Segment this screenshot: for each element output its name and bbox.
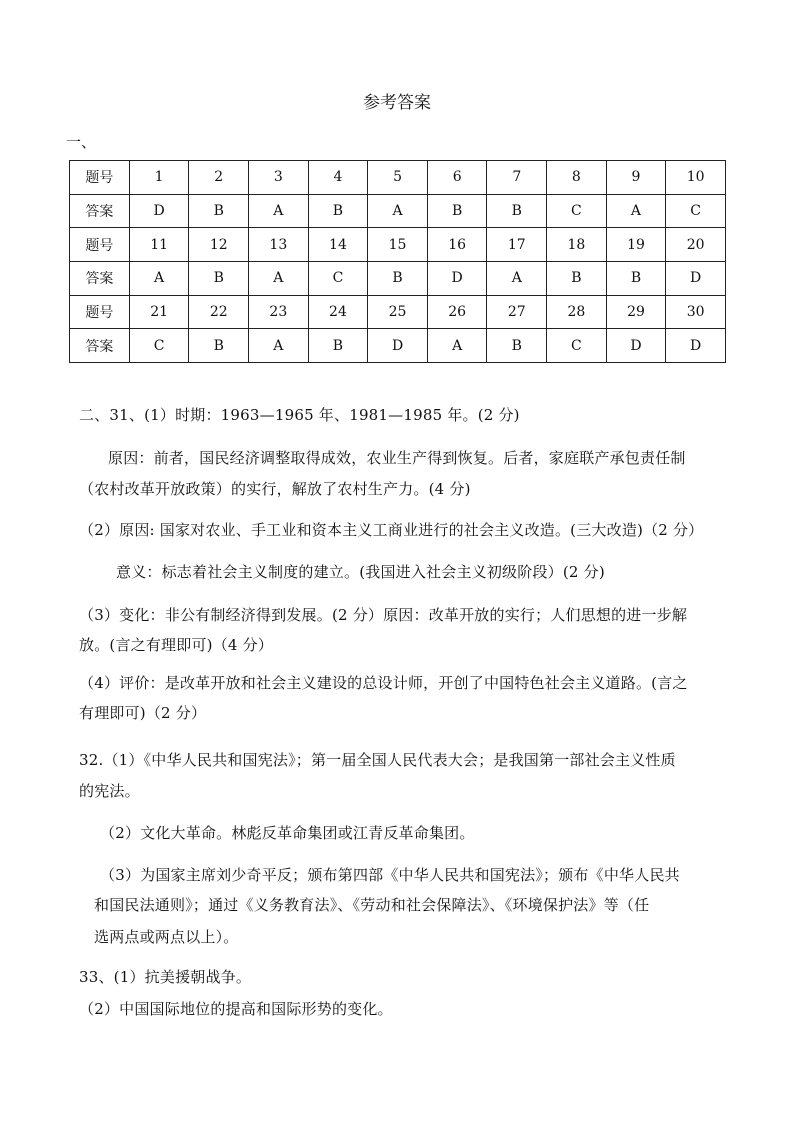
table-cell: 23 [249, 295, 309, 329]
table-cell: 22 [189, 295, 249, 329]
table-cell: 3 [249, 161, 309, 195]
table-cell: 17 [487, 228, 547, 262]
table-cell: 27 [487, 295, 547, 329]
table-cell: 20 [666, 228, 726, 262]
table-cell: B [189, 194, 249, 228]
q31-part4-line1: （4）评价：是改革开放和社会主义建设的总设计师，开创了中国特色社会主义道路。(言之 [79, 674, 688, 692]
table-cell: 19 [606, 228, 666, 262]
q31-part1-reason-line1: 原因：前者，国民经济调整取得成效，农业生产得到恢复。后者，家庭联产承包责任制 [108, 449, 686, 467]
table-cell: A [487, 262, 547, 296]
table-cell: 28 [547, 295, 607, 329]
q31-part3-line1: （3）变化：非公有制经济得到发展。(2 分）原因：改革开放的实行；人们思想的进一步解 [79, 606, 688, 624]
table-cell: B [487, 329, 547, 363]
row-header-cell: 题号 [70, 161, 130, 195]
table-cell: 25 [368, 295, 428, 329]
table-cell: A [368, 194, 428, 228]
table-cell: 2 [189, 161, 249, 195]
q31-part2-reason: （2）原因: 国家对农业、手工业和资本主义工商业进行的社会主义改造。(三大改造)（2 分） [79, 521, 704, 539]
q31-part3-line2: 放。(言之有理即可)（4 分） [79, 636, 274, 654]
row-header-cell: 答案 [70, 329, 130, 363]
table-cell: B [189, 262, 249, 296]
q32-part1-line1: 32.（1）《中华人民共和国宪法》；第一届全国人民代表大会；是我国第一部社会主义性质 [79, 751, 676, 769]
table-cell: 1 [129, 161, 189, 195]
q31-part2-significance: 意义：标志着社会主义制度的建立。(我国进入社会主义初级阶段）(2 分) [116, 563, 605, 581]
q31-part1-reason-line2: （农村改革开放政策）的实行，解放了农村生产力。(4 分) [79, 480, 471, 498]
section-one-label: 一、 [66, 133, 97, 151]
q32-part3-line1: （3）为国家主席刘少奇平反；颁布第四部《中华人民共和国宪法》；颁布《中华人民共 [100, 866, 680, 884]
table-cell: D [427, 262, 487, 296]
q33-part1: 33、(1）抗美援朝战争。 [79, 968, 252, 986]
table-cell: 21 [129, 295, 189, 329]
q31-part1-period: 二、31、(1）时期：1963—1965 年、1981—1985 年。(2 分) [79, 406, 520, 424]
table-cell: C [547, 194, 607, 228]
answer-table [69, 160, 726, 363]
q32-part1-line2: 的宪法。 [79, 782, 140, 800]
table-cell: 9 [606, 161, 666, 195]
table-cell: B [487, 194, 547, 228]
table-cell: 16 [427, 228, 487, 262]
table-cell: C [308, 262, 368, 296]
table-cell: A [249, 262, 309, 296]
table-cell: C [666, 194, 726, 228]
table-cell: 7 [487, 161, 547, 195]
table-cell: B [189, 329, 249, 363]
table-cell: A [249, 194, 309, 228]
table-row [70, 295, 726, 329]
table-cell: B [427, 194, 487, 228]
table-cell: 4 [308, 161, 368, 195]
q32-part3-line3: 选两点或两点以上）。 [94, 928, 239, 946]
table-cell: D [368, 329, 428, 363]
table-cell: A [606, 194, 666, 228]
table-cell: 18 [547, 228, 607, 262]
table-cell: 24 [308, 295, 368, 329]
table-cell: D [129, 194, 189, 228]
table-row [70, 161, 726, 195]
table-cell: A [249, 329, 309, 363]
table-cell: 15 [368, 228, 428, 262]
table-cell: C [547, 329, 607, 363]
table-cell: 26 [427, 295, 487, 329]
table-row [70, 329, 726, 363]
row-header-cell: 题号 [70, 295, 130, 329]
row-header-cell: 答案 [70, 262, 130, 296]
table-cell: 14 [308, 228, 368, 262]
table-cell: D [666, 329, 726, 363]
q32-part3-line2: 和国民法通则》；通过《义务教育法》、《劳动和社会保障法》、《环境保护法》等（任 [94, 896, 650, 914]
table-row [70, 262, 726, 296]
table-cell: D [606, 329, 666, 363]
table-cell: 5 [368, 161, 428, 195]
table-cell: A [427, 329, 487, 363]
table-cell: 30 [666, 295, 726, 329]
q32-part2: （2）文化大革命。林彪反革命集团或江青反革命集团。 [100, 824, 475, 842]
table-cell: B [547, 262, 607, 296]
table-cell: D [666, 262, 726, 296]
table-cell: B [308, 329, 368, 363]
q31-part4-line2: 有理即可)（2 分） [79, 704, 207, 722]
row-header-cell: 答案 [70, 194, 130, 228]
table-cell: 29 [606, 295, 666, 329]
table-cell: 10 [666, 161, 726, 195]
table-cell: 8 [547, 161, 607, 195]
table-cell: 6 [427, 161, 487, 195]
table-cell: 12 [189, 228, 249, 262]
table-row [70, 194, 726, 228]
table-cell: B [368, 262, 428, 296]
row-header-cell: 题号 [70, 228, 130, 262]
table-row [70, 228, 726, 262]
table-cell: B [606, 262, 666, 296]
q33-part2: （2）中国国际地位的提高和国际形势的变化。 [79, 1000, 393, 1018]
table-cell: B [308, 194, 368, 228]
document-title: 参考答案 [363, 93, 431, 113]
table-cell: 11 [129, 228, 189, 262]
table-cell: C [129, 329, 189, 363]
table-cell: A [129, 262, 189, 296]
table-cell: 13 [249, 228, 309, 262]
